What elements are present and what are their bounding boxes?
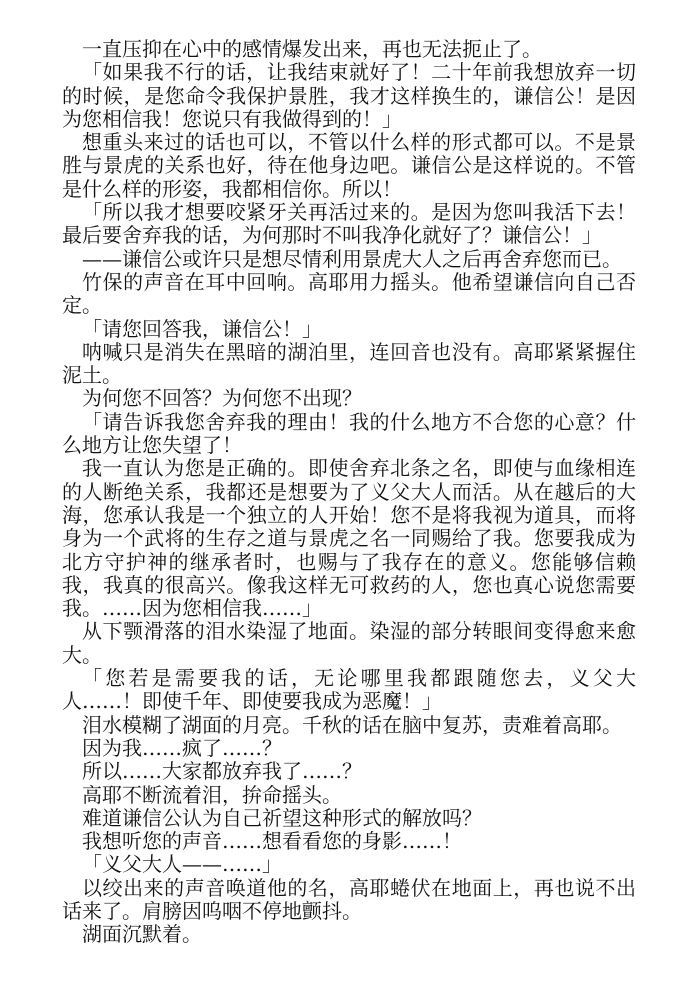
paragraph: 「如果我不行的话，让我结束就好了！二十年前我想放弃一切的时候，是您命令我保护景胜，我才这样换生的，谦信公！是因为您相信我！您说只有我做得到的！」 (62, 60, 636, 131)
paragraph: 我一直认为您是正确的。即使舍弃北条之名，即使与血缘相连的人断绝关系，我都还是想要为了义父大人而活。从在越后的大海，您承认我是一个独立的人开始！您不是将我视为道具，而将身为一个武将的生存之道与景虎之名一同赐给了我。您要我成为北方守护神的继承者时，也赐与了我存在的意义。您能够信赖我，我真的很高兴。像我这样无可救药的人，您也真心说您需要我。……因为您相信我……」 (62, 456, 636, 621)
paragraph: 一直压抑在心中的感情爆发出来，再也无法扼止了。 (82, 37, 542, 61)
paragraph: 从下颚滑落的泪水染湿了地面。染湿的部分转眼间变得愈来愈大。 (62, 619, 636, 667)
paragraph: ——谦信公或许只是想尽情利用景虎大人之后再舍弃您而已。 (82, 246, 622, 271)
paragraph: 高耶不断流着泪，拚命摇头。 (82, 782, 342, 807)
paragraph: 以绞出来的声音唤道他的名，高耶蜷伏在地面上，再也说不出话来了。肩膀因呜咽不停地颤抖。 (62, 875, 636, 923)
paragraph: 「您若是需要我的话，无论哪里我都跟随您去，义父大人……！即使千年、即使要我成为恶魔！」 (62, 666, 636, 714)
paragraph: 泪水模糊了湖面的月亮。千秋的话在脑中复苏，责难着高耶。 (82, 712, 622, 737)
paragraph: 竹保的声音在耳中回响。高耶用力摇头。他希望谦信向自己否定。 (62, 269, 636, 318)
paragraph: 为何您不回答？为何您不出现？ (82, 386, 362, 411)
paragraph: 「义父大人——……」 (82, 852, 282, 877)
paragraph: 所以……大家都放弃我了……？ (82, 759, 362, 784)
paragraph: 「请告诉我您舍弃我的理由！我的什么地方不合您的心意？什么地方让您失望了！ (62, 409, 636, 458)
paragraph: 湖面沉默着。 (82, 922, 202, 947)
paragraph: 呐喊只是消失在黑暗的湖泊里，连回音也没有。高耶紧紧握住泥土。 (62, 339, 636, 388)
body-text (62, 38, 636, 947)
paragraph: 难道谦信公认为自己祈望这种形式的解放吗？ (82, 805, 482, 830)
paragraph: 「所以我才想要咬紧牙关再活过来的。是因为您叫我活下去！最后要舍弃我的话，为何那时不叫我净化就好了？谦信公！」 (62, 200, 636, 248)
paragraph: 想重头来过的话也可以，不管以什么样的形式都可以。不是景胜与景虎的关系也好，待在他身边吧。谦信公是这样说的。不管是什么样的形姿，我都相信你。所以！ (62, 130, 636, 201)
paragraph: 「请您回答我，谦信公！」 (82, 316, 322, 341)
paragraph: 我想听您的声音……想看看您的身影……！ (82, 829, 462, 854)
paragraph: 因为我……疯了……？ (82, 735, 282, 760)
